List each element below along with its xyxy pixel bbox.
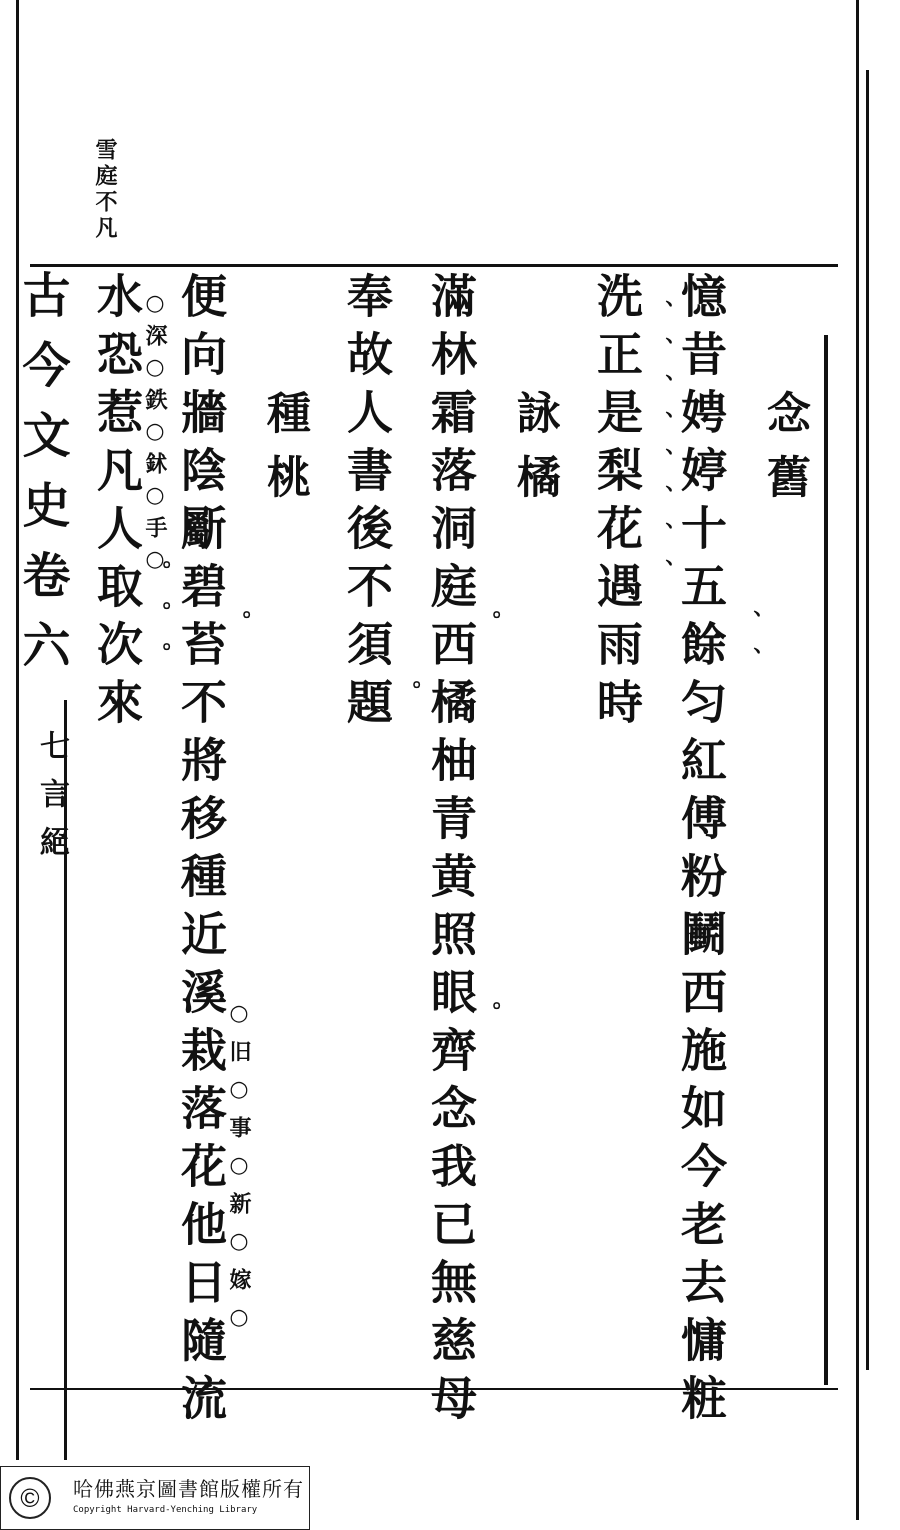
poem-line: 滿林霜落洞庭西橘柚青黄照眼齊念我已無慈母 xyxy=(424,272,478,1432)
punctuation-marks: 。。。 xyxy=(146,560,172,694)
interlinear-annotation: ○深○鉄○鉥○手○ xyxy=(142,290,168,580)
right-frame-border xyxy=(856,0,859,1520)
spine-char: 文 xyxy=(14,410,70,480)
text-block-right-border xyxy=(824,335,828,1385)
poem-line: 便向牆陰斸碧苔不將移種近溪栽落花他日隨流 xyxy=(174,272,228,1432)
spine-title xyxy=(14,270,70,690)
copyright-icon: © xyxy=(9,1477,51,1519)
copyright-chinese: 哈佛燕京圖書館版權所有 xyxy=(73,1477,304,1501)
copyright-english: Copyright Harvard-Yenching Library xyxy=(73,1505,258,1515)
poem-title: 詠橘 xyxy=(509,390,560,518)
spine-char: 古 xyxy=(14,270,70,340)
top-border xyxy=(30,264,838,267)
poem-line: 奉故人書後不須題 xyxy=(340,272,394,736)
poem-line: 洗正是梨花遇雨時 xyxy=(590,272,644,736)
spine-char: 今 xyxy=(14,340,70,410)
spine-char: 史 xyxy=(14,480,70,550)
punctuation-marks: 、、 xyxy=(736,610,762,695)
punctuation-marks: 。 xyxy=(226,610,252,652)
spine-section-label: 七言絕 xyxy=(34,730,69,874)
spine-char: 卷 xyxy=(14,550,70,620)
punctuation-marks: 。 xyxy=(396,680,422,722)
poem-line: 憶昔娉婷十五餘匀紅傅粉鬭西施如今老去慵粧 xyxy=(674,272,728,1432)
poem-line: 水恐惹凡人取次來 xyxy=(90,272,144,736)
punctuation-marks: 、、、、、、、、 xyxy=(648,300,674,607)
poem-title: 種桃 xyxy=(259,390,310,518)
left-frame-border xyxy=(16,0,19,1460)
punctuation-marks: 。。 xyxy=(476,610,502,1403)
poem-title: 念舊 xyxy=(759,390,810,518)
copyright-stamp xyxy=(0,1466,310,1530)
outer-right-edge xyxy=(866,70,869,1370)
spine-char: 六 xyxy=(14,620,70,690)
margin-note: 雪庭不凡 xyxy=(92,138,118,242)
interlinear-annotation: ○旧○事○新○嫁○ xyxy=(226,1000,252,1344)
